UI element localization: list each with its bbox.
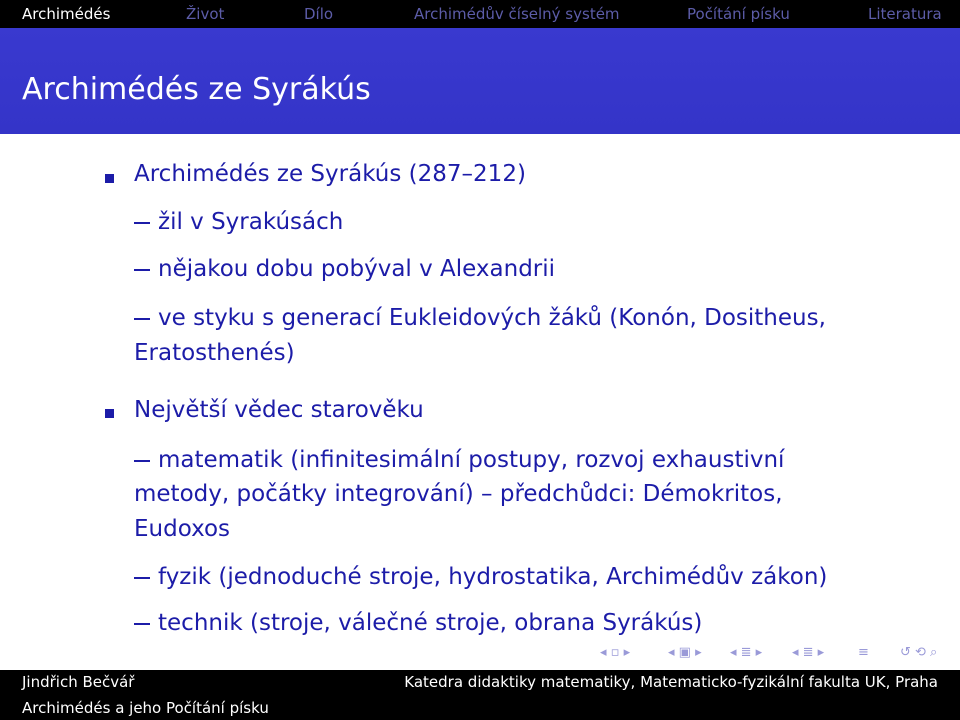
- sub-item-continuation: metody, počátky integrování) – předchůdci: Démokritos,: [134, 481, 783, 507]
- frame-nav-icon[interactable]: ◂ ▣ ▸: [668, 645, 702, 660]
- sub-item: technik (stroje, válečné stroje, obrana Syrákús): [158, 610, 703, 636]
- footer-short-title: Archimédés a jeho Počítání písku: [22, 699, 269, 717]
- subsection-nav-icon[interactable]: ◂ ≣ ▸: [730, 645, 763, 660]
- sub-item: fyzik (jednoduché stroje, hydrostatika, Archimédův zákon): [158, 564, 828, 590]
- sub-item-continuation: Eudoxos: [134, 516, 231, 542]
- sub-item-continuation: Eratosthenés): [134, 340, 295, 366]
- top-navigation-bar: [0, 0, 960, 28]
- appendix-icon[interactable]: ≡: [858, 645, 869, 660]
- bullet-item: Archimédés ze Syrákús (287–212): [134, 161, 526, 187]
- nav-item-pocitani-pisku[interactable]: Počítání písku: [687, 5, 790, 23]
- dash-marker: [134, 318, 150, 320]
- nav-item-ciselny-system[interactable]: Archimédův číselný systém: [414, 5, 620, 23]
- bullet-marker: [105, 409, 114, 418]
- search-back-forward-icon[interactable]: ↺ ⟲ ⌕: [900, 645, 938, 660]
- footer-top: [0, 670, 960, 696]
- dash-marker: [134, 623, 150, 625]
- sub-item: nějakou dobu pobýval v Alexandrii: [158, 256, 556, 282]
- frame-title: Archimédés ze Syrákús: [22, 72, 371, 107]
- footer-author: Jindřich Bečvář: [22, 673, 135, 691]
- dash-marker: [134, 222, 150, 224]
- footer-bottom: [0, 696, 960, 720]
- frame-title-bar: [0, 28, 960, 134]
- navigation-symbols: [600, 645, 956, 665]
- dash-marker: [134, 269, 150, 271]
- section-nav-icon[interactable]: ◂ ≣ ▸: [792, 645, 825, 660]
- sub-item: žil v Syrakúsách: [158, 209, 344, 235]
- bullet-item: Největší vědec starověku: [134, 397, 424, 423]
- sub-item: ve styku s generací Eukleidových žáků (Konón, Dositheus,: [158, 305, 826, 331]
- nav-item-archimedes[interactable]: Archimédés: [22, 5, 111, 23]
- bullet-marker: [105, 174, 114, 183]
- nav-item-dilo[interactable]: Dílo: [304, 5, 334, 23]
- nav-item-zivot[interactable]: Život: [186, 5, 225, 23]
- slide-content: [0, 134, 960, 644]
- slide-prev-icon[interactable]: ◂ ▫ ▸: [600, 645, 631, 660]
- dash-marker: [134, 460, 150, 462]
- sub-item: matematik (infinitesimální postupy, rozvoj exhaustivní: [158, 447, 785, 473]
- dash-marker: [134, 577, 150, 579]
- nav-item-literatura[interactable]: Literatura: [868, 5, 942, 23]
- footer-affiliation: Katedra didaktiky matematiky, Matematicko-fyzikální fakulta UK, Praha: [404, 673, 938, 691]
